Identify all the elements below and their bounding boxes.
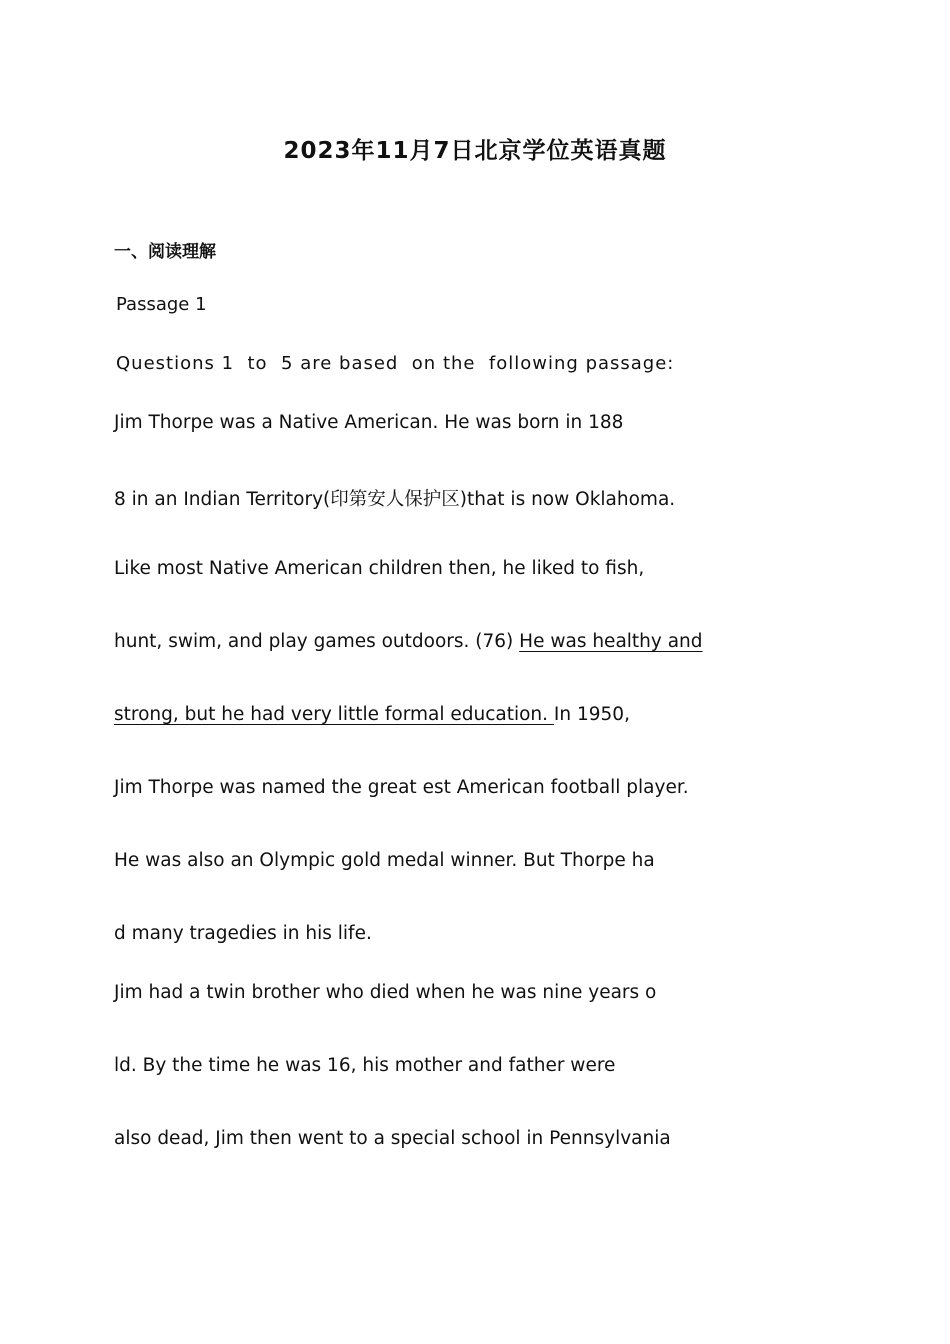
translation-sentence-underlined: He was healthy and	[519, 631, 703, 652]
passage-instruction: Questions 1 to 5 are based on the following passage:	[116, 353, 675, 374]
translation-sentence-underlined: strong, but he had very little formal education.	[114, 704, 554, 725]
section-heading: 一、阅读理解	[114, 242, 216, 262]
passage-line: 8 in an Indian Territory(印第安人保护区)that is now Oklahoma.	[114, 489, 676, 510]
passage-line-text: In 1950,	[553, 704, 630, 725]
passage-line: also dead, Jim then went to a special school in Pennsylvania	[114, 1128, 671, 1149]
passage-line: ld. By the time he was 16, his mother and father were	[114, 1055, 616, 1076]
passage-line: Jim had a twin brother who died when he was nine years o	[114, 982, 657, 1003]
passage-line-text: hunt, swim, and play games outdoors. (76)	[114, 631, 520, 652]
document-title: 2023年11月7日北京学位英语真题	[283, 138, 667, 164]
passage-line: Jim Thorpe was a Native American. He was born in 188	[114, 412, 624, 433]
passage-line: Jim Thorpe was named the great est American football player.	[114, 777, 689, 798]
passage-line: d many tragedies in his life.	[114, 923, 372, 944]
passage-line	[114, 704, 836, 725]
passage-label: Passage 1	[116, 294, 207, 315]
passage-line	[114, 631, 836, 652]
passage-line: He was also an Olympic gold medal winner. But Thorpe ha	[114, 850, 655, 871]
passage-line: Like most Native American children then, he liked to fish,	[114, 558, 645, 579]
